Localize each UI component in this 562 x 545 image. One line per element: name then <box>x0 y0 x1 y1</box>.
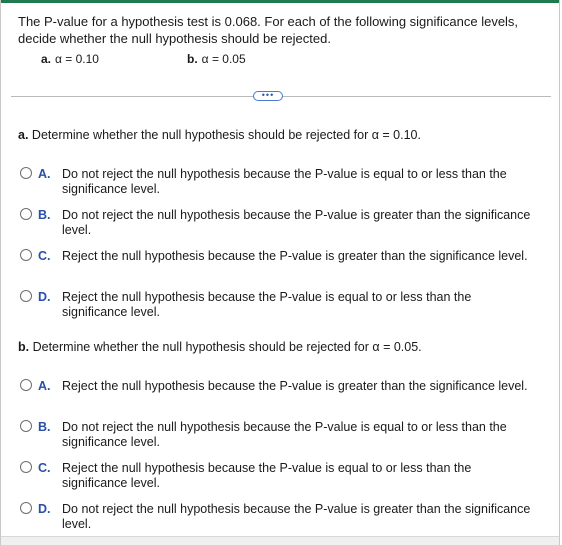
expand-more-button[interactable]: ••• <box>253 91 283 101</box>
option-text: Do not reject the null hypothesis because the P-value is equal to or less than the significance level. <box>62 167 507 196</box>
radio-button[interactable] <box>20 420 32 432</box>
question-stem: The P-value for a hypothesis test is 0.068. For each of the following significance levels, decide whether the null hypothesis should be rejected. <box>18 14 519 46</box>
option-letter: B. <box>38 420 51 434</box>
bottom-scroll-edge <box>1 536 559 545</box>
part-b-label: b. <box>187 52 198 66</box>
radio-button[interactable] <box>20 290 32 302</box>
question-b <box>18 339 422 355</box>
radio-button[interactable] <box>20 502 32 514</box>
radio-button[interactable] <box>20 167 32 179</box>
question-b-label: b. <box>18 340 30 354</box>
option-text: Do not reject the null hypothesis because the P-value is equal to or less than the significance level. <box>62 420 507 449</box>
top-accent-bar <box>1 0 559 3</box>
option-letter: B. <box>38 208 51 222</box>
option-text: Reject the null hypothesis because the P-value is greater than the significance level. <box>62 379 528 393</box>
radio-button[interactable] <box>20 461 32 473</box>
option-text: Reject the null hypothesis because the P-value is equal to or less than the significance level. <box>62 290 472 319</box>
part-b-value: α = 0.05 <box>201 52 246 66</box>
radio-button[interactable] <box>20 208 32 220</box>
option-letter: D. <box>38 502 51 516</box>
radio-button[interactable] <box>20 249 32 261</box>
option-text: Reject the null hypothesis because the P-value is greater than the significance level. <box>62 249 528 263</box>
option-letter: C. <box>38 461 51 475</box>
part-a <box>41 52 99 66</box>
question-a-text: Determine whether the null hypothesis should be rejected for α = 0.10. <box>31 128 421 142</box>
part-b <box>187 52 246 66</box>
radio-button[interactable] <box>20 379 32 391</box>
option-letter: A. <box>38 379 51 393</box>
option-text: Do not reject the null hypothesis because the P-value is greater than the significance level. <box>62 502 531 531</box>
option-letter: A. <box>38 167 51 181</box>
question-a-label: a. <box>18 128 29 142</box>
option-letter: D. <box>38 290 51 304</box>
part-a-value: α = 0.10 <box>55 52 99 66</box>
option-text: Reject the null hypothesis because the P-value is equal to or less than the significance level. <box>62 461 472 490</box>
question-b-text: Determine whether the null hypothesis should be rejected for α = 0.05. <box>32 340 422 354</box>
question-a <box>18 127 421 143</box>
option-letter: C. <box>38 249 51 263</box>
option-text: Do not reject the null hypothesis because the P-value is greater than the significance level. <box>62 208 531 237</box>
part-a-label: a. <box>41 52 52 66</box>
parts-row <box>1 52 559 69</box>
